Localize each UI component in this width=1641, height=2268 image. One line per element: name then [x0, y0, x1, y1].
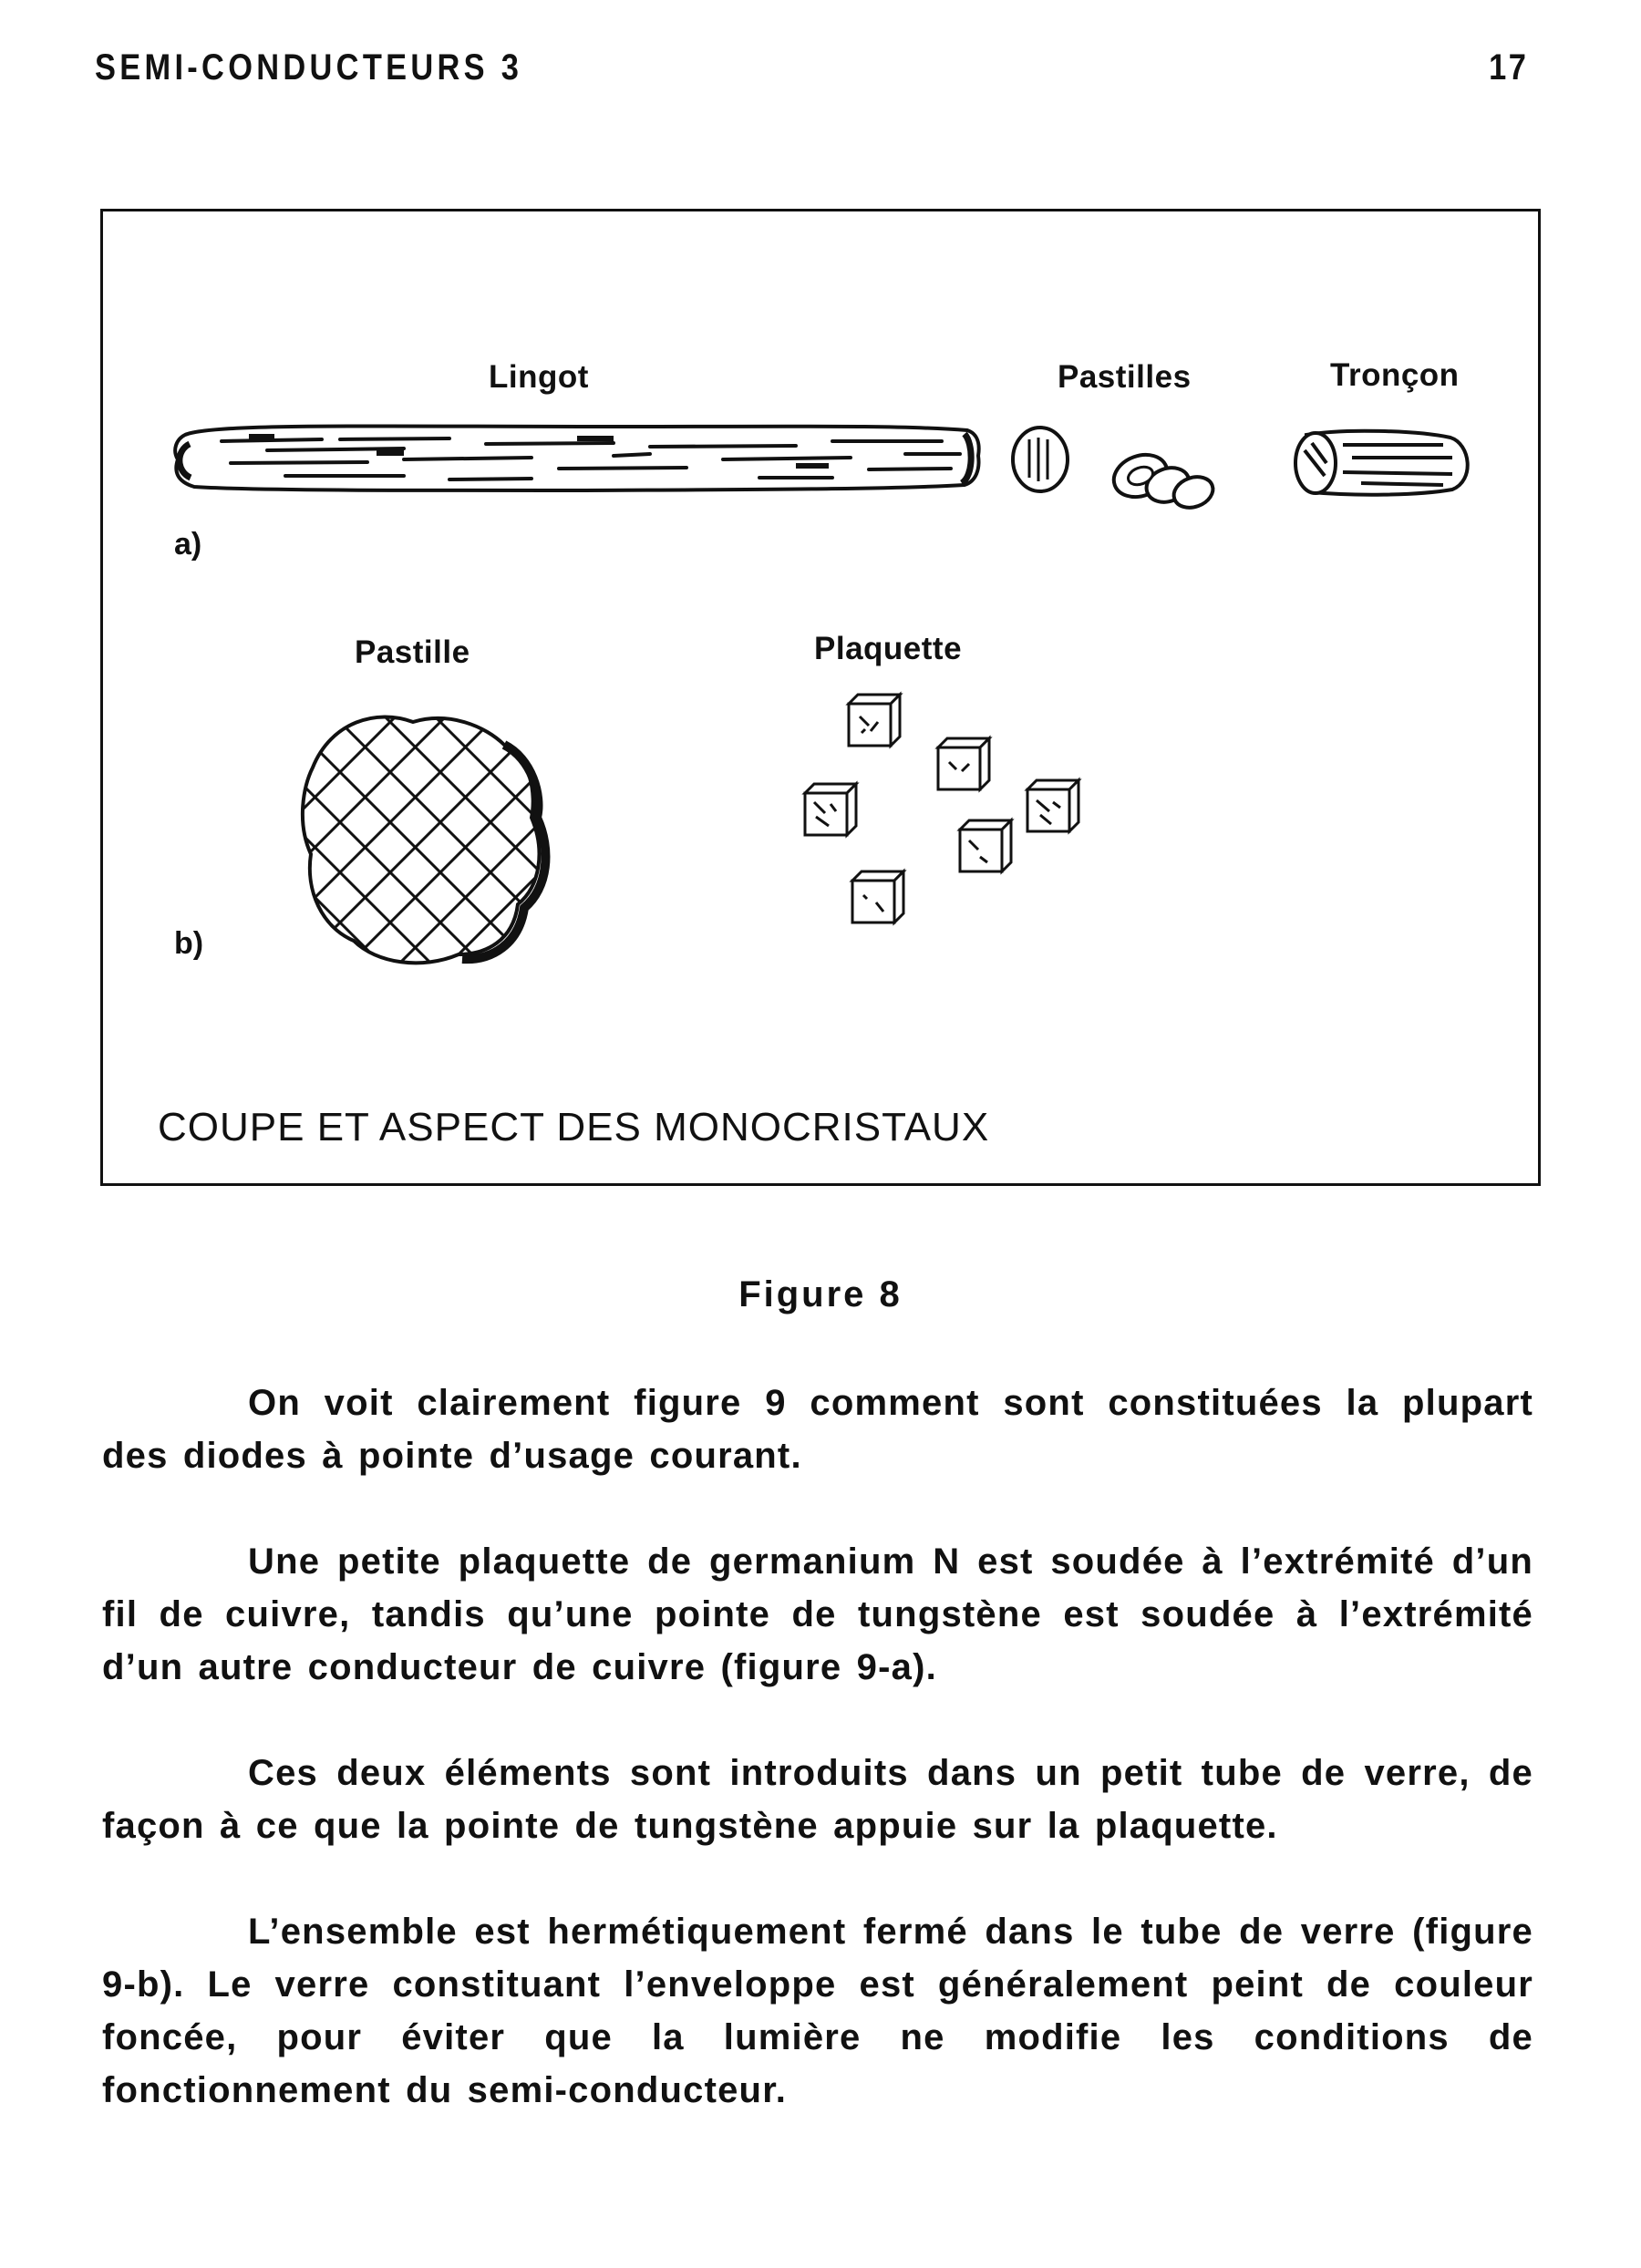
label-pastille: Pastille — [355, 634, 470, 670]
figure-illustration — [103, 211, 1538, 1183]
figure-8 — [100, 209, 1541, 1186]
label-pastilles: Pastilles — [1058, 359, 1192, 395]
ingot-drawing — [175, 426, 978, 490]
label-plaquette: Plaquette — [814, 631, 963, 666]
running-title: SEMI-CONDUCTEURS 3 — [95, 47, 523, 88]
label-troncon: Tronçon — [1330, 357, 1460, 393]
panel-label-a: a) — [174, 527, 202, 562]
body-text — [102, 1376, 1533, 2170]
plaquettes-drawing — [805, 695, 1079, 923]
pastilles-drawing — [1013, 428, 1217, 513]
figure-caption: Figure 8 — [738, 1274, 903, 1314]
paragraph: L’ensemble est hermétiquement fermé dans le tube de verre (figure 9-b). Le verre constituant l’enveloppe est généralement peint de couleur foncée, pour éviter que la lumière ne modifie les conditions de fonctionnement du semi-conducteur. — [102, 1912, 1533, 2110]
paragraph: On voit clairement figure 9 comment sont constituées la plupart des diodes à pointe d’usage courant. — [102, 1383, 1533, 1476]
label-lingot: Lingot — [489, 359, 589, 395]
panel-label-b: b) — [174, 926, 204, 961]
troncon-drawing — [1295, 431, 1468, 495]
figure-title: COUPE ET ASPECT DES MONOCRISTAUX — [158, 1105, 990, 1149]
page-number: 17 — [1488, 47, 1528, 88]
pastille-wafer-drawing — [176, 613, 673, 1032]
paragraph: Une petite plaquette de germanium N est soudée à l’extrémité d’un fil de cuivre, tandis qu’une pointe de tungstène est soudée à l’extrémité d’un autre conducteur de cuivre (figure 9-a). — [102, 1541, 1533, 1687]
paragraph: Ces deux éléments sont introduits dans un petit tube de verre, de façon à ce que la pointe de tungstène appuie sur la plaquette. — [102, 1753, 1533, 1846]
running-head — [95, 47, 1528, 102]
